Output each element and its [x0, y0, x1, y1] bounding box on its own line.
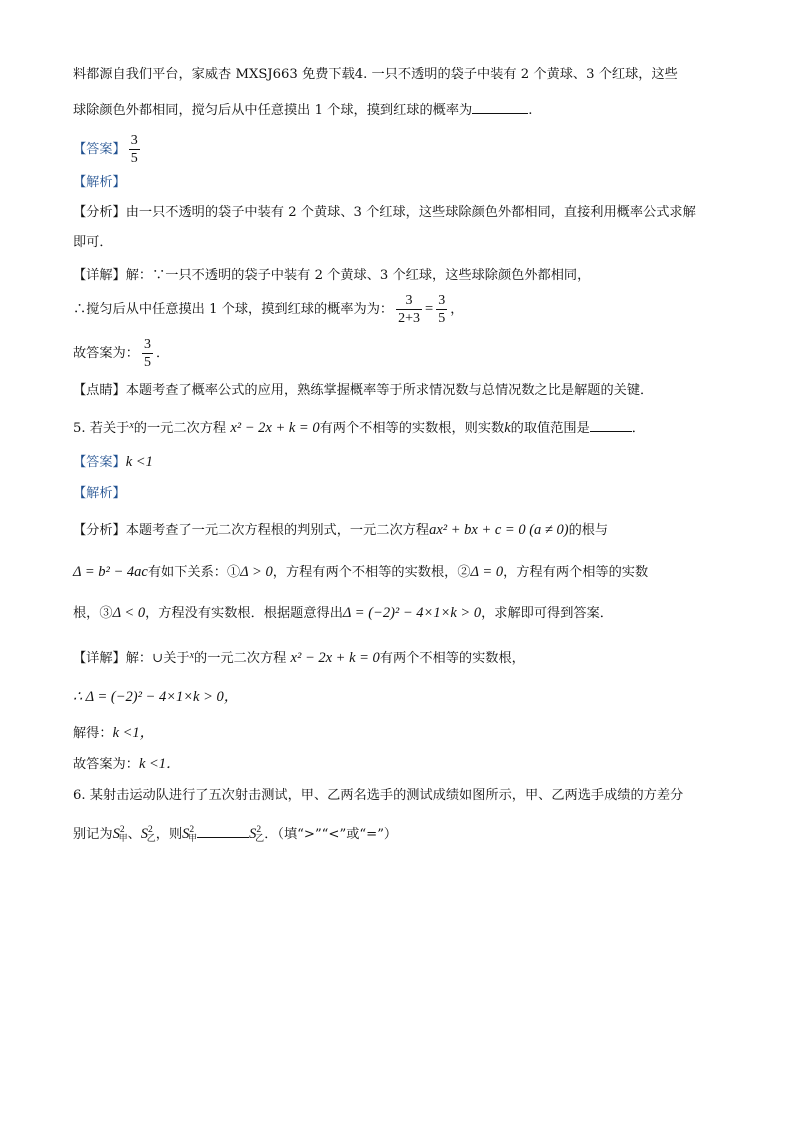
solved-label: 解得： [73, 726, 113, 741]
dianjing-tag: 【点睛】 [73, 383, 126, 398]
solution-text-3: 有两个不相等的实数根， [379, 651, 525, 666]
fraction-denominator: 5 [438, 311, 446, 326]
fraction-numerator: 3 [130, 133, 138, 148]
because-symbol: ∪ [152, 651, 164, 666]
final-answer-label: 故答案为： [73, 757, 139, 772]
fenxi-tag: 【分析】 [73, 523, 126, 538]
answer-blank [590, 417, 632, 432]
p4-line1 [73, 65, 678, 85]
variance-yi-2 [249, 826, 264, 842]
fraction-denominator: 5 [143, 355, 151, 370]
question-text-2: 别记为 [73, 827, 113, 842]
answer-blank [197, 823, 249, 838]
answer-fraction [129, 132, 140, 167]
fenxi-text-2: 的根与 [568, 523, 609, 538]
p4-fenxi [73, 203, 696, 223]
s-symbol: S [140, 826, 149, 842]
case-1: Δ > 0 [240, 564, 273, 580]
comma: ， [450, 302, 464, 317]
p4-dianjing [73, 381, 653, 401]
final-fraction [142, 336, 153, 371]
subscript-yi: 乙 [146, 833, 156, 843]
variance-jia-2 [182, 826, 197, 842]
fraction-numerator: 3 [438, 293, 446, 308]
question-text-4: ．（填“>”“<”或“=”） [264, 827, 398, 842]
equation: x² − 2x + k = 0 [230, 420, 320, 436]
question-text: 6. 某射击运动队进行了五次射击测试，甲、乙两名选手的测试成绩如图所示，甲、乙两选手成绩的方差分 [73, 788, 684, 803]
answer-value: k <1 [125, 454, 153, 470]
p5-fenxi-line2 [73, 562, 648, 583]
p4-analysis [73, 173, 126, 193]
analysis-tag: 【解析】 [73, 486, 126, 501]
xiangjie-tag: 【详解】 [73, 651, 126, 666]
question-text-2: 有两个不相等的实数根，则实数 [319, 421, 505, 436]
case-3: Δ < 0 [112, 605, 146, 621]
solution-text: 关于 [163, 651, 190, 666]
fraction-1 [396, 292, 422, 327]
final-answer-value: k <1． [138, 756, 181, 772]
question-number: 5. 若关于 [73, 421, 130, 436]
fraction-2 [436, 292, 447, 327]
s-symbol: S [249, 826, 257, 842]
p4-question-text-2: 球除颜色外都相同，搅匀后从中任意摸出 1 个球，摸到红球的概率为 [73, 103, 473, 118]
p4-probability [73, 292, 463, 327]
p5-answer [73, 452, 153, 473]
fenxi-text-2: 即可． [73, 235, 113, 250]
xiangjie-tag: 【详解】 [73, 268, 126, 283]
p5-xiangjie-4 [73, 754, 181, 775]
variable-k: k [504, 420, 511, 436]
p4-line2 [73, 99, 532, 121]
xiangjie-text: 解：∵一只不透明的袋子中装有 2 个黄球、3 个红球，这些球除颜色外都相同， [125, 268, 591, 283]
variable-x: x [189, 650, 195, 661]
fraction-denominator: 5 [130, 151, 138, 166]
subscript-yi: 乙 [255, 833, 265, 843]
separator: 、 [127, 827, 141, 842]
solved-value: k <1， [112, 725, 155, 741]
p6-line1 [73, 786, 683, 806]
discriminant-inequality: ∴ Δ = (−2)² − 4×1×k > 0， [73, 689, 239, 705]
fraction-numerator: 3 [143, 337, 151, 352]
question-text-3: 的取值范围是 [510, 421, 590, 436]
square: 2 [148, 825, 153, 835]
fraction-numerator: 3 [396, 292, 422, 310]
period: ． [631, 421, 645, 436]
relation-text-4: 根，③ [73, 606, 113, 621]
s-symbol: S [182, 826, 190, 842]
equation: x² − 2x + k = 0 [290, 650, 380, 666]
square: 2 [119, 825, 125, 835]
solution-label: 解： [125, 651, 153, 666]
answer-tag: 【答案】 [73, 142, 126, 157]
p4-final [73, 336, 169, 371]
question-text-3: ，则 [155, 827, 183, 842]
square: 2 [256, 825, 262, 835]
relation-text-3: ，方程有两个相等的实数 [503, 565, 649, 580]
discriminant: Δ = b² − 4ac [73, 564, 148, 580]
relation-text-2: ，方程有两个不相等的实数根，② [272, 565, 471, 580]
p5-fenxi [73, 520, 608, 541]
period: ． [155, 346, 170, 361]
p6-line2 [73, 820, 397, 848]
subscript-jia: 甲 [118, 833, 128, 843]
p5-xiangjie-3 [73, 723, 154, 744]
p4-question-text: 料都源自我们平台，家威杏 MXSJ663 免费下载4. 一只不透明的袋子中装有 2 个黄球、3 个红球，这些 [73, 67, 678, 82]
variance-jia [113, 826, 128, 842]
relation-text-6: ，求解即可得到答案． [481, 606, 613, 621]
p5-fenxi-line3 [73, 603, 613, 624]
final-answer-label: 故答案为： [73, 346, 139, 361]
fenxi-text: 由一只不透明的袋子中装有 2 个黄球、3 个红球，这些球除颜色外都相同，直接利用概率公式求解 [125, 205, 696, 220]
answer-blank [472, 99, 528, 114]
answer-tag: 【答案】 [73, 455, 126, 470]
probability-text: ∴搅匀后从中任意摸出 1 个球，摸到红球的概率为为： [73, 302, 394, 317]
relation-text-5: ，方程没有实数根．根据题意得出 [145, 606, 343, 621]
fenxi-tag: 【分析】 [73, 205, 126, 220]
discriminant-expression: Δ = (−2)² − 4×1×k > 0 [342, 605, 482, 621]
p4-fenxi-2 [73, 233, 113, 253]
solution-text-2: 的一元二次方程 [194, 651, 287, 666]
p4-answer [73, 132, 143, 167]
s-symbol: S [112, 826, 120, 842]
case-2: Δ = 0 [470, 564, 504, 580]
p5-xiangjie-2 [73, 687, 238, 708]
analysis-tag: 【解析】 [73, 175, 126, 190]
subscript-jia: 甲 [188, 833, 198, 843]
p5-xiangjie [73, 646, 525, 669]
variable-x: x [129, 420, 134, 431]
p5-question [73, 416, 645, 439]
question-text: 的一元二次方程 [133, 421, 227, 436]
fenxi-text: 本题考查了一元二次方程根的判别式，一元二次方程 [125, 523, 430, 538]
p4-xiangjie [73, 266, 590, 286]
dianjing-text: 本题考查了概率公式的应用，熟练掌握概率等于所求情况数与总情况数之比是解题的关键． [125, 383, 654, 398]
square: 2 [189, 825, 195, 835]
fraction-denominator: 2+3 [398, 311, 420, 326]
general-equation: ax² + bx + c = 0 (a ≠ 0) [429, 522, 569, 538]
relation-text: 有如下关系：① [147, 565, 241, 580]
p5-analysis [73, 484, 126, 504]
period: . [528, 103, 533, 118]
variance-yi [141, 826, 156, 842]
equals-sign: = [425, 301, 434, 317]
